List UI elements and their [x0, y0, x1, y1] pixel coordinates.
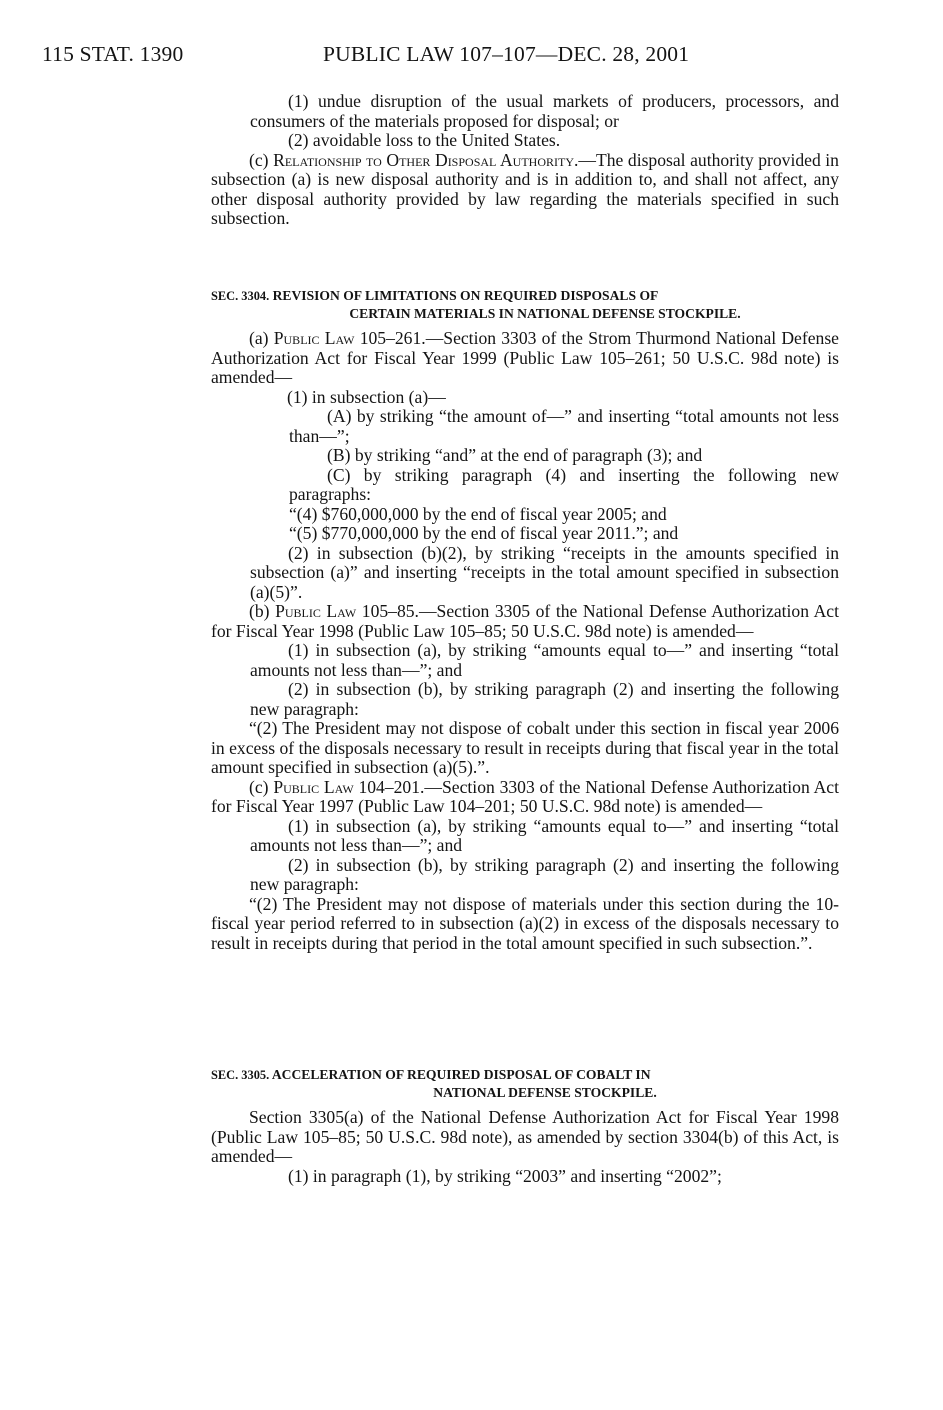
- subsection-c: [211, 151, 839, 229]
- subsection-c-text: —Section 3303 of the National Defense Authorization Act for Fiscal Year 1997 (Public Law 104–201; 50 U.S.C. 98d note) is amended—: [211, 776, 839, 816]
- section-3305-body: [211, 1108, 839, 1186]
- section-3305-heading: [211, 1066, 839, 1101]
- subsection-a-label: (a): [249, 328, 274, 348]
- subsection-b-text: —Section 3305 of the National Defense Authorization Act for Fiscal Year 1998 (Public Law 105–85; 50 U.S.C. 98d note) is amended—: [211, 601, 839, 641]
- running-header: PUBLIC LAW 107–107—DEC. 28, 2001: [323, 42, 690, 66]
- subparagraph-C: (C) by striking paragraph (4) and inserting the following new paragraphs:: [289, 464, 839, 504]
- subsection-c-heading: Public Law 104–201.: [273, 776, 425, 797]
- subsection-c-label: (c): [249, 776, 274, 797]
- subsection-a-paragraph-2: (2) in subsection (b)(2), by striking “receipts in the amounts specified in subsection (a)” and inserting “receipts in the total amount specified in subsection (a)(5)”.: [250, 542, 839, 602]
- section-3304-number: SEC. 3304.: [211, 289, 270, 303]
- subsection-c-paragraph-2: (2) in subsection (b), by striking paragraph (2) and inserting the following new paragraph:: [250, 854, 839, 894]
- subsection-b-label: (b): [249, 601, 276, 621]
- section-3305-title-line2: NATIONAL DEFENSE STOCKPILE.: [433, 1085, 657, 1100]
- quoted-paragraph-4: “(4) $760,000,000 by the end of fiscal year 2005; and: [289, 503, 667, 524]
- subsection-c-label: (c): [249, 149, 274, 170]
- section-3305-intro: Section 3305(a) of the National Defense Authorization Act for Fiscal Year 1998 (Public Law 105–85; 50 U.S.C. 98d note), as amended by section 3304(b) of this Act, is amended—: [211, 1107, 839, 1166]
- subsection-b: [211, 602, 839, 641]
- section-3305-title-line1: ACCELERATION OF REQUIRED DISPOSAL OF COBALT IN: [271, 1067, 651, 1082]
- section-3305-number: SEC. 3305.: [211, 1068, 270, 1082]
- paragraph-2: (2) avoidable loss to the United States.: [288, 130, 561, 150]
- subsection-c: [211, 778, 839, 817]
- section-3304-heading: [211, 287, 839, 322]
- paragraph-1: (1) undue disruption of the usual markets of producers, processors, and consumers of the materials proposed for disposal; or: [250, 91, 839, 131]
- subsection-c-paragraph-1: (1) in subsection (a), by striking “amounts equal to—” and inserting “total amounts not less than—”; and: [250, 815, 839, 855]
- section-3304-body: [211, 329, 839, 953]
- subparagraph-A: (A) by striking “the amount of—” and inserting “total amounts not less than—”;: [289, 406, 839, 446]
- continuation-block: [211, 92, 839, 229]
- subparagraph-B: (B) by striking “and” at the end of paragraph (3); and: [327, 445, 703, 465]
- subsection-c-quoted-paragraph: “(2) The President may not dispose of materials under this section during the 10-fiscal year period referred to in subsection (a)(2) in excess of the disposals necessary to result in receipts during that period in the total amount specified in such subsection.”.: [211, 893, 839, 953]
- subsection-b-quoted-paragraph: “(2) The President may not dispose of cobalt under this section in fiscal year 2006 in excess of the disposals necessary to result in receipts during that fiscal year in the total amount specified in subsection (a)(5).”.: [211, 718, 839, 777]
- subsection-b-paragraph-1: (1) in subsection (a), by striking “amounts equal to—” and inserting “total amounts not less than—”; and: [250, 640, 839, 680]
- subsection-a: [211, 329, 839, 388]
- subsection-a-text: —Section 3303 of the Strom Thurmond National Defense Authorization Act for Fiscal Year 1999 (Public Law 105–261; 50 U.S.C. 98d note) is amended—: [211, 328, 839, 387]
- section-3305-paragraph-1: (1) in paragraph (1), by striking “2003” and inserting “2002”;: [288, 1165, 722, 1186]
- subsection-b-paragraph-2: (2) in subsection (b), by striking paragraph (2) and inserting the following new paragraph:: [250, 679, 839, 719]
- subsection-c-text: —The disposal authority provided in subsection (a) is new disposal authority and is in addition to, and shall not affect, any other disposal authority provided by law regarding the materials specified in such subsection.: [211, 149, 839, 228]
- quoted-paragraph-5: “(5) $770,000,000 by the end of fiscal year 2011.”; and: [289, 523, 679, 543]
- subsection-c-heading: Relationship to Other Disposal Authority.: [273, 149, 579, 170]
- section-3304-title-line2: CERTAIN MATERIALS IN NATIONAL DEFENSE STOCKPILE.: [349, 306, 741, 321]
- subsection-b-heading: Public Law 105–85.: [275, 601, 419, 621]
- section-3304-title-line1: REVISION OF LIMITATIONS ON REQUIRED DISPOSALS OF: [272, 288, 659, 303]
- page-stat-number: 115 STAT. 1390: [42, 42, 184, 66]
- subsection-a-heading: Public Law 105–261.: [273, 328, 426, 348]
- subsection-a-paragraph-1: (1) in subsection (a)—: [287, 386, 446, 407]
